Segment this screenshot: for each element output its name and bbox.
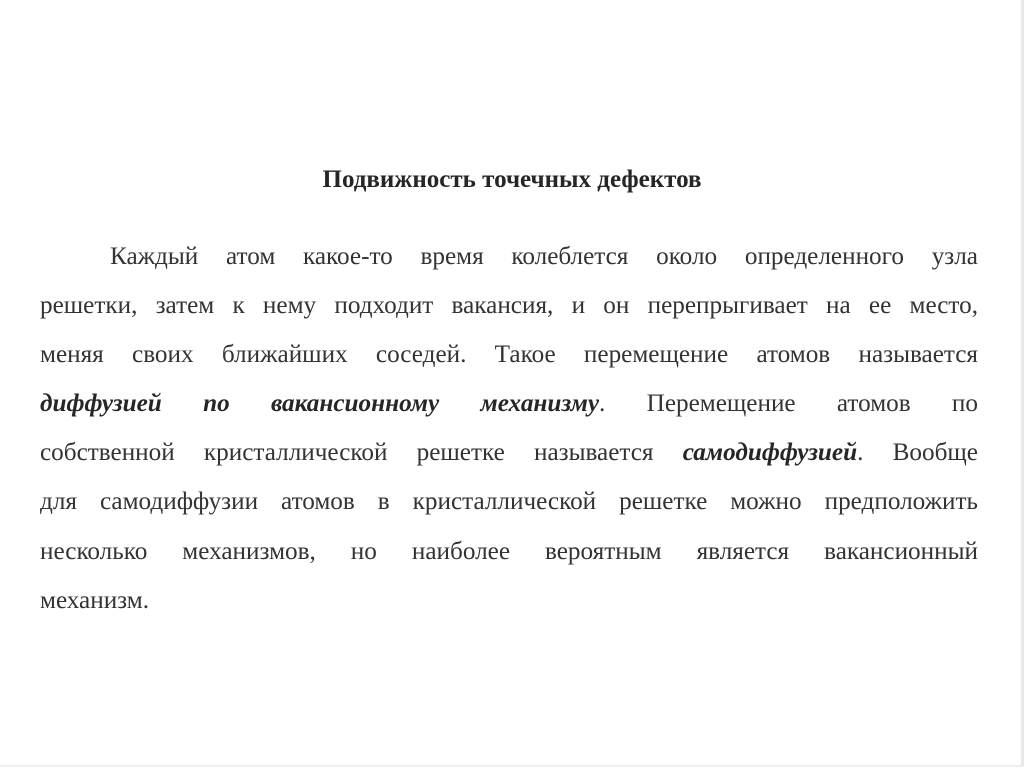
paragraph-line-2: решетки, затем к нему подходит вакансия, и он перепрыгивает на ее место,	[40, 292, 978, 320]
paragraph-line-6: для самодиффузии атомов в кристаллической решетке можно предположить	[40, 488, 978, 516]
term-self-diffusion: самодиффузией	[682, 439, 858, 467]
paragraph	[40, 232, 978, 625]
paragraph-line-5-start: собственной кристаллической решетке называется	[40, 439, 683, 467]
paragraph-line-5	[40, 428, 978, 477]
paragraph-line-4-rest: . Перемещение атомов по	[599, 390, 978, 418]
paragraph-line-8: механизм.	[40, 586, 150, 614]
paragraph-line-7: несколько механизмов, но наиболее вероятным является вакансионный	[40, 537, 978, 565]
paragraph-line-3: меняя своих ближайших соседей. Такое перемещение атомов называется	[40, 341, 978, 369]
paragraph-line-4	[40, 379, 978, 428]
page-title: Подвижность точечных дефектов	[322, 166, 702, 193]
paragraph-line-5-rest: . Вообще	[857, 439, 978, 467]
term-vacancy-diffusion: диффузией по вакансионному механизму	[40, 390, 600, 418]
paragraph-line-1: Каждый атом какое-то время колеблется около определенного узла	[110, 243, 978, 270]
